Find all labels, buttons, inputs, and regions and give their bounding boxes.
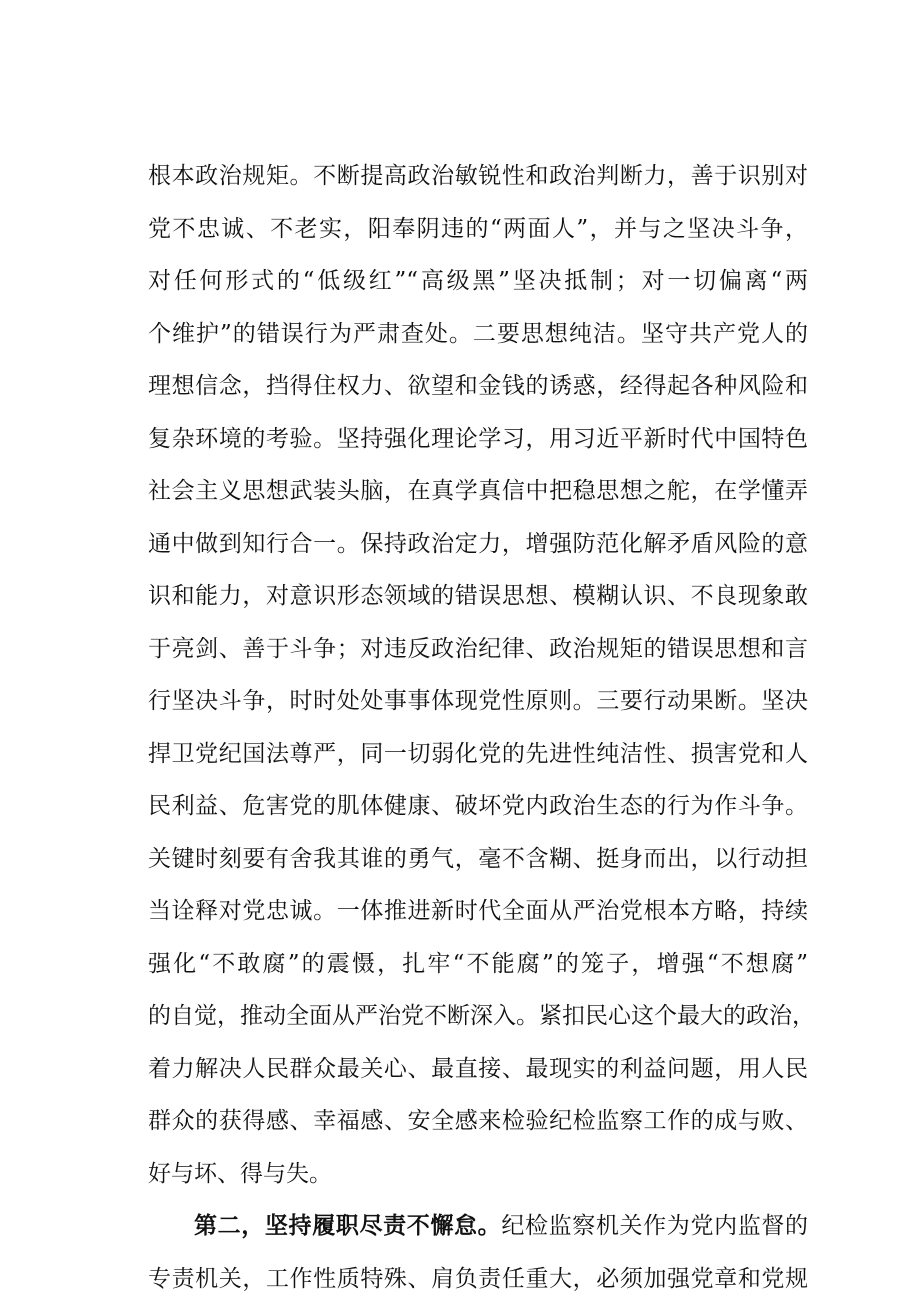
paragraph2-first-line [148,1200,808,1253]
paragraph-line: 通中做到知行合一。保持政治定力，增强防范化解矛盾风险的意 [148,518,808,571]
paragraph-line: 民利益、危害党的肌体健康、破坏党内政治生态的行为作斗争。 [148,780,808,833]
paragraph-line: 着力解决人民群众最关心、最直接、最现实的利益问题，用人民 [148,1043,808,1096]
paragraph-line: 识和能力，对意识形态领域的错误思想、模糊认识、不良现象敢 [148,570,808,623]
paragraph-line: 行坚决斗争，时时处处事事体现党性原则。三要行动果断。坚决 [148,675,808,728]
paragraph-line: 复杂环境的考验。坚持强化理论学习，用习近平新时代中国特色 [148,413,808,466]
paragraph-line: 的自觉，推动全面从严治党不断深入。紧扣民心这个最大的政治， [148,990,808,1043]
paragraph-line: 于亮剑、善于斗争；对违反政治纪律、政治规矩的错误思想和言 [148,623,808,676]
document-body [148,150,808,1305]
paragraph-line: 好与坏、得与失。 [148,1148,808,1201]
paragraph-line: 当诠释对党忠诚。一体推进新时代全面从严治党根本方略，持续 [148,885,808,938]
paragraph-line: 捍卫党纪国法尊严，同一切弱化党的先进性纯洁性、损害党和人 [148,728,808,781]
paragraph-line: 强化“不敢腐”的震慑，扎牢“不能腐”的笼子，增强“不想腐” [148,938,808,991]
paragraph-line: 群众的获得感、幸福感、安全感来检验纪检监察工作的成与败、 [148,1095,808,1148]
paragraph-line: 专责机关，工作性质特殊、肩负责任重大，必须加强党章和党规 [148,1253,808,1305]
paragraph-line: 个维护”的错误行为严肃查处。二要思想纯洁。坚守共产党人的 [148,308,808,361]
paragraph-line: 对任何形式的“低级红”“高级黑”坚决抵制；对一切偏离“两 [148,255,808,308]
paragraph-line: 社会主义思想武装头脑，在真学真信中把稳思想之舵，在学懂弄 [148,465,808,518]
paragraph-line: 根本政治规矩。不断提高政治敏锐性和政治判断力，善于识别对 [148,150,808,203]
paragraph-line: 党不忠诚、不老实，阳奉阴违的“两面人”，并与之坚决斗争， [148,203,808,256]
paragraph2-line1-text: 纪检监察机关作为党内监督的 [501,1213,808,1239]
paragraph-line: 理想信念，挡得住权力、欲望和金钱的诱惑，经得起各种风险和 [148,360,808,413]
paragraph-line: 关键时刻要有舍我其谁的勇气，毫不含糊、挺身而出，以行动担 [148,833,808,886]
section-heading: 第二，坚持履职尽责不懈怠。 [194,1212,501,1239]
